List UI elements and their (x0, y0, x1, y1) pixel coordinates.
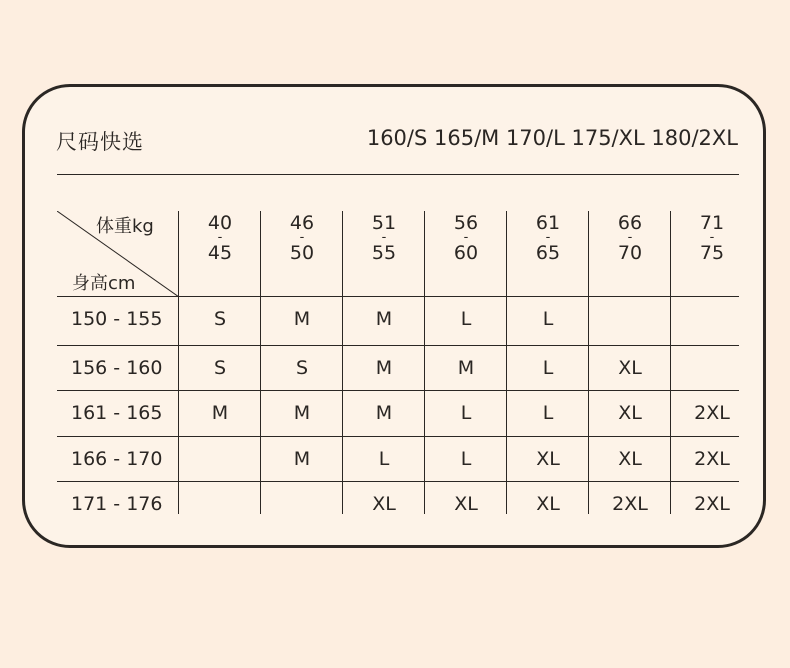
weight-range-separator: - (709, 230, 715, 245)
weight-range-header (589, 214, 671, 262)
size-cell: XL (536, 493, 560, 515)
size-cell: 2XL (694, 402, 730, 424)
size-cell: M (375, 308, 393, 330)
size-cell: 2XL (694, 448, 730, 470)
size-cell: M (375, 357, 393, 379)
size-cell: M (375, 402, 393, 424)
weight-range-header (179, 214, 261, 262)
size-cell: 2XL (694, 493, 730, 515)
size-cell: XL (618, 448, 642, 470)
weight-range-header (343, 214, 425, 262)
title-divider (57, 174, 739, 175)
weight-range-header (425, 214, 507, 262)
size-cell: M (293, 402, 311, 424)
height-range-label: 150 - 155 (71, 308, 163, 330)
row-divider (57, 436, 739, 437)
size-cell: L (460, 448, 472, 470)
weight-range-to: 70 (617, 242, 643, 264)
size-cell: S (295, 357, 309, 379)
size-cell: 2XL (612, 493, 648, 515)
weight-range-separator: - (627, 230, 633, 245)
page-title: 尺码快选 (56, 130, 144, 154)
size-cell: XL (618, 402, 642, 424)
size-cell: M (293, 308, 311, 330)
size-cell: XL (536, 448, 560, 470)
weight-range-from: 40 (207, 212, 233, 234)
size-cell: M (293, 448, 311, 470)
weight-range-header (507, 214, 589, 262)
weight-range-separator: - (217, 230, 223, 245)
size-cell: S (213, 308, 227, 330)
weight-range-from: 51 (371, 212, 397, 234)
weight-range-header (261, 214, 343, 262)
weight-range-from: 66 (617, 212, 643, 234)
size-cell: XL (618, 357, 642, 379)
size-cell: XL (372, 493, 396, 515)
weight-range-to: 75 (699, 242, 725, 264)
size-cell: L (378, 448, 390, 470)
height-range-label: 161 - 165 (71, 402, 163, 424)
size-cell: M (457, 357, 475, 379)
weight-range-to: 50 (289, 242, 315, 264)
weight-range-separator: - (381, 230, 387, 245)
weight-range-from: 71 (699, 212, 725, 234)
row-divider (57, 390, 739, 391)
weight-range-to: 45 (207, 242, 233, 264)
size-cell: L (460, 402, 472, 424)
size-cell: L (460, 308, 472, 330)
weight-range-separator: - (545, 230, 551, 245)
size-cell: L (542, 308, 554, 330)
size-cell: L (542, 402, 554, 424)
size-cell: L (542, 357, 554, 379)
weight-range-to: 60 (453, 242, 479, 264)
weight-range-separator: - (463, 230, 469, 245)
height-range-label: 156 - 160 (71, 357, 163, 379)
size-cell: XL (454, 493, 478, 515)
weight-range-from: 46 (289, 212, 315, 234)
weight-range-header (671, 214, 753, 262)
weight-axis-label: 体重kg (96, 216, 154, 237)
row-divider (57, 481, 739, 482)
height-range-label: 171 - 176 (71, 493, 163, 515)
row-divider (57, 296, 739, 297)
weight-range-to: 65 (535, 242, 561, 264)
row-divider (57, 345, 739, 346)
weight-range-to: 55 (371, 242, 397, 264)
weight-range-from: 56 (453, 212, 479, 234)
quick-size-guide: 160/S 165/M 170/L 175/XL 180/2XL (366, 126, 738, 150)
height-axis-label: 身高cm (72, 273, 136, 294)
height-range-label: 166 - 170 (71, 448, 163, 470)
size-cell: S (213, 357, 227, 379)
size-cell: M (211, 402, 229, 424)
weight-range-from: 61 (535, 212, 561, 234)
weight-range-separator: - (299, 230, 305, 245)
